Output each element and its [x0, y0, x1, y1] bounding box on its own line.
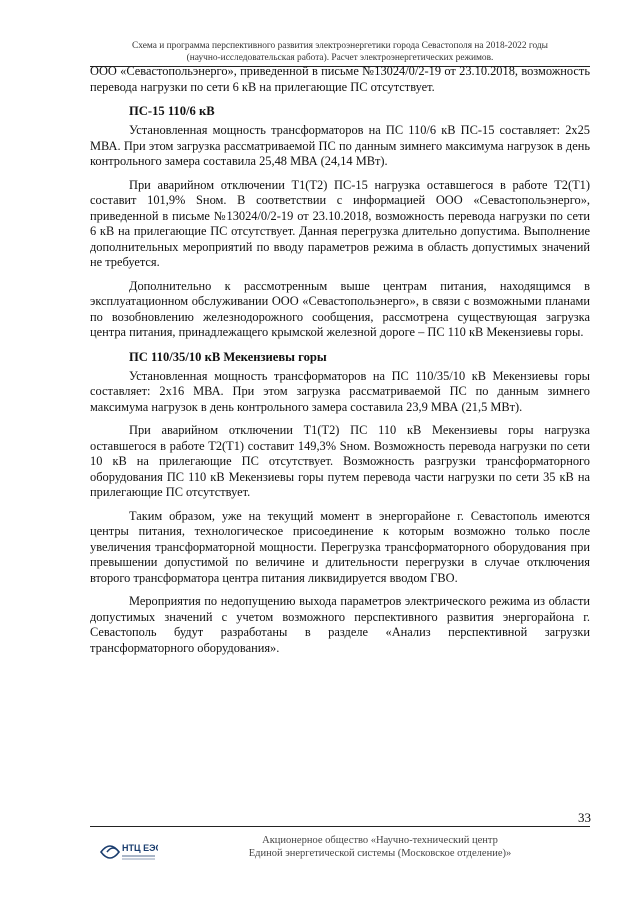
section-heading-ps15: ПС-15 110/6 кВ [129, 104, 215, 118]
paragraph: Таким образом, уже на текущий момент в энергорайоне г. Севастополь имеются центры питания, технологическое присоединение к которым возможно только после увеличения трансформаторной мощности. Перегрузка трансформаторного оборудования при превышении допустимой по величине и длительности перегрузки в случае отключения второго трансформатора центра питания ликвидируется вводом ГВО. [90, 508, 590, 585]
footer-line-2: Единой энергетической системы (Московское отделение)» [248, 848, 512, 859]
header-line-1: Схема и программа перспективного развития электроэнергетики города Севастополя на 2018-2022 годы [132, 41, 548, 51]
document-body [90, 64, 590, 664]
paragraph-continuation: ООО «Севастопольэнерго», приведенной в письме №13024/0/2-19 от 23.10.2018, возможность перевода нагрузки по сети 6 кВ на прилегающие ПС отсутствует. [90, 64, 590, 94]
footer-line-1: Акционерное общество «Научно-технический центр [262, 835, 498, 846]
paragraph: Дополнительно к рассмотренным выше центрам питания, находящимся в эксплуатационном обслуживании ООО «Севастопольэнерго», в связи с возможными планами по возобновлению железнодорожного сообщения, рассмотрена существующая загрузка центра питания, принадлежащего крымской железной дороге – ПС 110 кВ Мекензиевы горы. [90, 278, 590, 339]
page-footer [180, 834, 580, 860]
page-number: 33 [578, 810, 591, 825]
paragraph: Мероприятия по недопущению выхода параметров электрического режима из области допустимых значений с учетом возможного перспективного развития энергорайона г. Севастополь будут разработаны в разделе «Анализ перспективной загрузки трансформаторного оборудования». [90, 594, 590, 655]
company-logo-icon [98, 832, 158, 872]
paragraph: При аварийном отключении Т1(Т2) ПС-15 нагрузка оставшегося в работе Т2(Т1) составит 101,9% Sном. В соответствии с информацией ООО «Севастопольэнерго», приведенной в письме №13024/0/2-19 от 23.10.2018, возможность перевода нагрузки по сети 6 кВ на прилегающие ПС отсутствует. Данная перегрузка длительно допустима. Выполнение дополнительных мероприятий по вводу параметров режима в область допустимых значений не требуется. [90, 177, 590, 269]
footer-divider [90, 826, 590, 827]
paragraph: Установленная мощность трансформаторов на ПС 110/6 кВ ПС-15 составляет: 2х25 МВА. При этом загрузка рассматриваемой ПС по данным зимнего максимума нагрузок в день контрольного замера составила 25,48 МВА (24,14 МВт). [90, 123, 590, 168]
page-header [90, 40, 590, 67]
section-heading-mekenzievy: ПС 110/35/10 кВ Мекензиевы горы [129, 349, 327, 364]
paragraph: При аварийном отключении Т1(Т2) ПС 110 кВ Мекензиевы горы нагрузка оставшегося в работе Т2(Т1) составит 149,3% Sном. Возможность перевода нагрузки по сети 10 кВ на прилегающие ПС отсутствует. Возможность разгрузки трансформаторного оборудования ПС 110 кВ Мекензиевы горы путем перевода части нагрузки по сети 35 кВ на прилегающие ПС отсутствует. [90, 423, 590, 499]
header-line-2: (научно-исследовательская работа). Расчет электроэнергетических режимов. [186, 53, 494, 63]
logo-text: НТЦ ЕЭС [122, 843, 158, 853]
paragraph: Установленная мощность трансформаторов на ПС 110/35/10 кВ Мекензиевы горы составляет: 2х16 МВА. При этом загрузка рассматриваемой ПС по данным зимнего максимума нагрузок в день контрольного замера составила 23,9 МВА (21,5 МВт). [90, 368, 590, 414]
